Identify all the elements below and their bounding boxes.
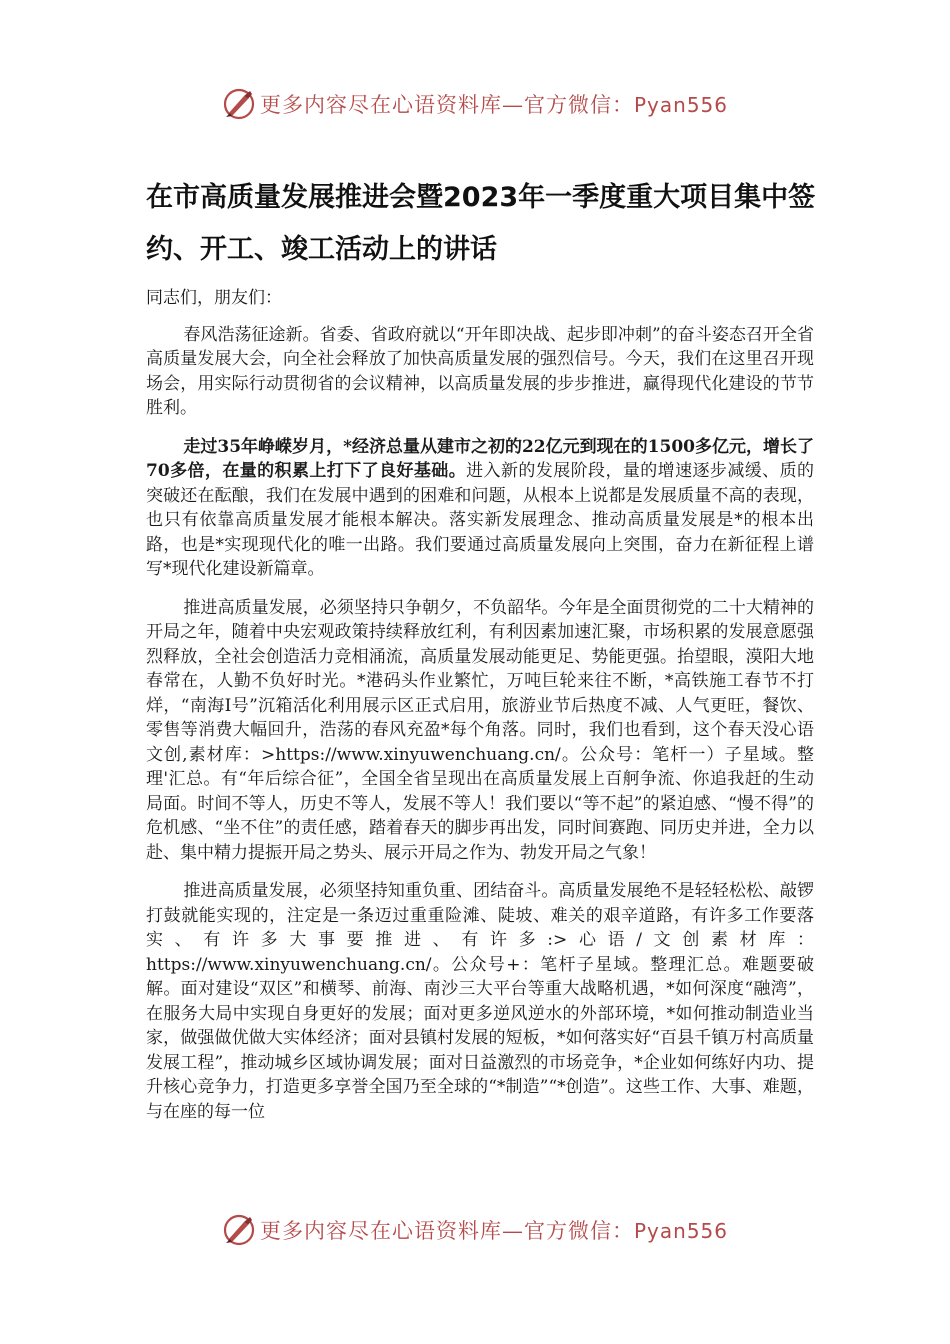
paragraph-4: 推进高质量发展，必须坚持知重负重、团结奋斗。高质量发展绝不是轻轻松松、敲锣打鼓就能实现的，注定是一条迈过重重险滩、陡坡、难关的艰辛道路，有许多工作要落实、有许多大事要推进、有许多:>心语/文创素材库：https://www.xinyuwenchuang.cn/。公众号+：笔杆子星域。整理汇总。难题要破解。面对建设“双区”和横琴、前海、南沙三大平台等重大战略机遇，*如何深度“融湾”，在服务大局中实现自身更好的发展；面对更多逆风逆水的外部环境，*如何推动制造业当家，做强做优做大实体经济；面对县镇村发展的短板，*如何落实好“百县千镇万村高质量发展工程”，推动城乡区域协调发展；面对日益激烈的市场竞争，*企业如何练好内功、提升核心竞争力，打造更多享誉全国乃至全球的“*制造”“*创造”。这些工作、大事、难题，与在座的每一位 [146, 881, 814, 1122]
paragraph-2 [146, 435, 814, 582]
header-wechat-id: Pyan556 [633, 93, 728, 117]
header-banner [0, 82, 950, 126]
pen-logo-icon [222, 87, 256, 121]
footer-banner [0, 1208, 950, 1252]
footer-wechat-id: Pyan556 [633, 1219, 728, 1243]
paragraph-2-bold: 走过35年峥嵘岁月，*经济总量从建市之初的22亿元到现在的1500多亿元，增长了70多倍，在量的积累上打下了良好基础。 [146, 436, 814, 481]
pen-logo-icon [222, 1213, 256, 1247]
document-body [146, 286, 814, 1124]
greeting: 同志们，朋友们： [146, 288, 282, 308]
document-title: 在市高质量发展推进会暨2023年一季度重大项目集中签约、开工、竣工活动上的讲话 [146, 182, 816, 265]
paragraph-3: 推进高质量发展，必须坚持只争朝夕，不负韶华。今年是全面贯彻党的二十大精神的开局之年，随着中央宏观政策持续释放红利，有利因素加速汇聚，市场积累的发展意愿强烈释放，全社会创造活力竞相涌流，高质量发展动能更足、势能更强。抬望眼，漠阳大地春常在，人勤不负好时光。*港码头作业繁忙，万吨巨轮来往不断，*高铁施工春节不打烊，“南海Ⅰ号”沉箱活化利用展示区正式启用，旅游业节后热度不减、人气更旺，餐饮、零售等消费大幅回升，浩荡的春风充盈*每个角落。同时，我们也看到，这个春天没心语文创,素材库：>https://www.xinyuwenchuang.cn/。公众号：笔杆一）子星域。整理'汇总。有“年后综合征”，全国全省呈现出在高质量发展上百舸争流、你追我赶的生动局面。时间不等人，历史不等人，发展不等人！我们要以“等不起”的紧迫感、“慢不得”的危机感、“坐不住”的责任感，踏着春天的脚步再出发，同时间赛跑、同历史并进，全力以赴、集中精力提振开局之势头、展示开局之作为、勃发开局之气象！ [146, 597, 814, 863]
paragraph-1: 春风浩荡征途新。省委、省政府就以“开年即决战、起步即冲刺”的奋斗姿态召开全省高质量发展大会，向全社会释放了加快高质量发展的强烈信号。今天，我们在这里召开现场会，用实际行动贯彻省的会议精神，以高质量发展的步步推进，赢得现代化建设的节节胜利。 [146, 324, 814, 418]
footer-banner-text: 更多内容尽在心语资料库—官方微信：Pyan556 [259, 1219, 728, 1243]
header-banner-text: 更多内容尽在心语资料库—官方微信：Pyan556 [259, 93, 728, 117]
paragraph-2-rest: 进入新的发展阶段，量的增速逐步减缓、质的突破还在酝酿，我们在发展中遇到的困难和问题，从根本上说都是发展质量不高的表现，也只有依靠高质量发展才能根本解决。落实新发展理念、推动高质量发展是*的根本出路，也是*实现现代化的唯一出路。我们要通过高质量发展向上突围，奋力在新征程上谱写*现代化建设新篇章。 [146, 461, 814, 579]
